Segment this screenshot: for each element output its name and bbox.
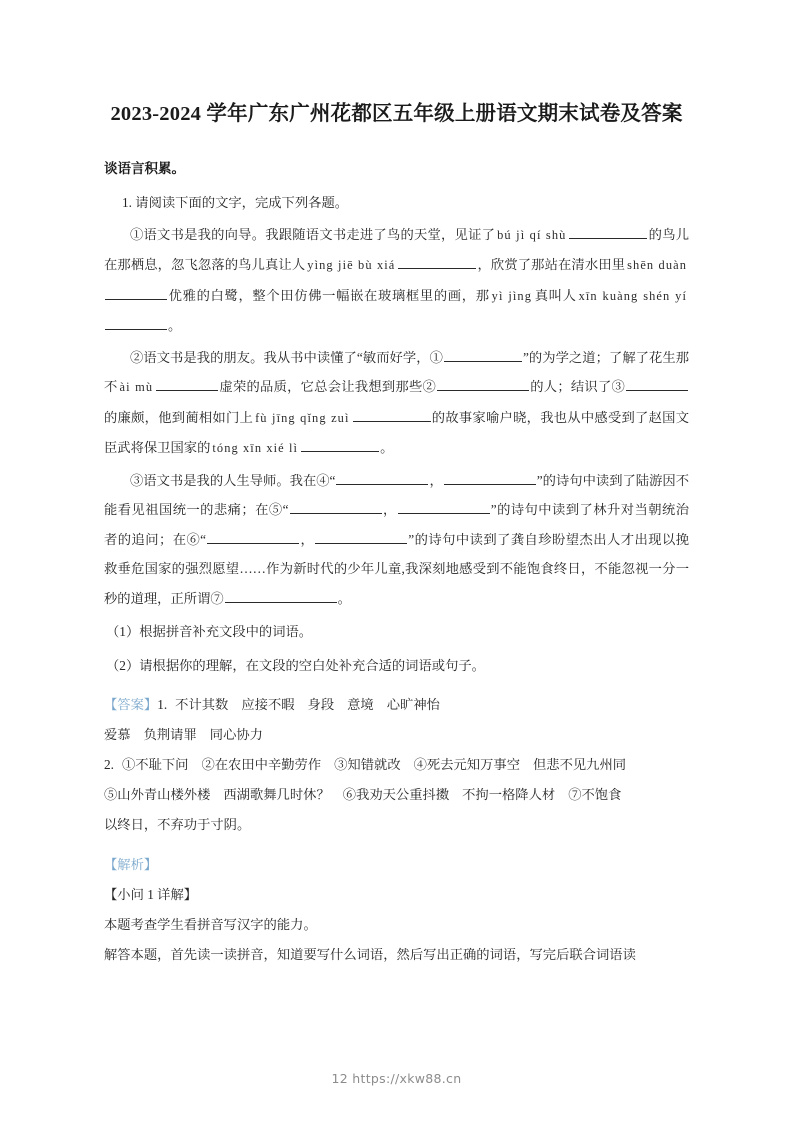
answer-item: 同心协力 <box>209 727 263 742</box>
answer-line-3 <box>104 750 689 780</box>
answer-item: 负荆请罪 <box>143 727 197 742</box>
sub-question-1: （1）根据拼音补充文段中的词语。 <box>106 624 313 639</box>
pinyin-shen-duan: shēn duàn <box>627 258 688 272</box>
answer-item: 西湖歌舞几时休？ <box>223 787 330 802</box>
footer-watermark: 12 https://xkw88.cn <box>331 1071 462 1086</box>
pinyin-bu-ji-qi-shu: bú jì qí shù <box>497 227 567 242</box>
blank-field[interactable] <box>444 470 536 485</box>
p3-seg5: ”的诗句中读到了林升对当朝统治者的追问；在⑥“ <box>104 502 690 547</box>
blank-field[interactable] <box>569 224 647 239</box>
blank-field[interactable] <box>398 254 476 269</box>
analysis-tag-line <box>104 850 689 880</box>
analysis-tag: 【解析】 <box>104 857 158 872</box>
blank-field[interactable] <box>225 588 337 603</box>
answer-line-2 <box>104 720 689 750</box>
p3-seg7: ”的诗句中读到了龚自珍盼望杰出人才出现以挽救垂危国家的强烈愿望……作为新时代的少年儿童,我深刻地感受到不能饱食终日，不能忽视一分一秒的道理，正所谓⑦ <box>104 531 689 606</box>
p3-seg6: ， <box>300 531 315 547</box>
question-number-line: 1. 请阅读下面的文字，完成下列各题。 <box>122 195 349 210</box>
answer-item: 不计其数 <box>175 697 229 712</box>
analysis-sub-head: 【小问 1 详解】 <box>104 887 198 902</box>
answer-tag: 【答案】 <box>104 697 158 712</box>
answer-item: 意境 <box>347 697 374 712</box>
question-paragraph-3 <box>104 466 689 614</box>
answer-line-5: 以终日，不弃功于寸阴。 <box>104 817 251 832</box>
p1-seg5: 真叫人 <box>534 287 577 303</box>
answer-item: 身段 <box>307 697 335 712</box>
analysis-block <box>104 850 689 970</box>
pinyin-xin-kuang-shen-yi: xīn kuàng shén yí <box>578 288 687 303</box>
answer-line3-prefix: 2. <box>104 757 114 772</box>
blank-field[interactable] <box>626 376 688 391</box>
answer-item: 心旷神怡 <box>386 697 440 712</box>
sub-question-2: （2）请根据你的理解，在文段的空白处补充合适的词语或句子。 <box>106 657 485 673</box>
blank-field[interactable] <box>353 407 431 422</box>
pinyin-fu-jing-qing-zui: fù jīng qǐng zuì <box>255 410 350 425</box>
blank-field[interactable] <box>290 499 382 514</box>
answer-item: ⑤山外青山楼外楼 <box>104 787 211 802</box>
analysis-line-1: 本题考查学生看拼音写汉字的能力。 <box>104 917 317 932</box>
blank-field[interactable] <box>156 376 218 391</box>
blank-field[interactable] <box>301 437 379 452</box>
answer-line-4 <box>104 780 689 810</box>
answer-item: ②在农田中辛勤劳作 <box>201 757 322 772</box>
answer-item: 爱慕 <box>104 727 131 742</box>
p2-seg7: 。 <box>380 440 394 455</box>
blank-field[interactable] <box>336 470 428 485</box>
p3-seg4: ， <box>382 502 397 517</box>
pinyin-ying-jie-bu-xia: yìng jiē bù xiá <box>307 258 396 272</box>
pinyin-yi-jing: yì jìng <box>491 288 533 303</box>
p2-seg5: 的廉颇，他到蔺相如门上 <box>104 409 254 425</box>
p1-seg1: ①语文书是我的向导。我跟随语文书走进了鸟的天堂，见证了 <box>130 226 496 242</box>
pinyin-tong-xin-xie-li: tóng xīn xié lì <box>212 441 299 455</box>
p1-seg4: 优雅的白鹭，整个田仿佛一幅嵌在玻璃框里的画，那 <box>168 287 490 303</box>
p3-seg2: ， <box>429 472 443 488</box>
section-heading: 谈语言积累。 <box>104 161 185 176</box>
analysis-line-2: 解答本题，首先读一读拼音，知道要写什么词语，然后写出正确的词语，写完后联合词语读 <box>104 947 636 962</box>
answer-line1-prefix: 1. <box>157 697 168 712</box>
p2-seg6: 的故事家喻户晓，我也从中感受到了赵国文臣武将保卫国家的 <box>104 409 690 455</box>
blank-field[interactable] <box>105 285 167 300</box>
p2-seg4: 的人；结识了③ <box>530 379 626 394</box>
p1-seg2: 的鸟儿在那栖息，忽飞忽落的鸟儿真让人 <box>104 226 690 272</box>
answer-item: ①不耻下问 <box>121 757 189 772</box>
p3-seg3: ”的诗句中读到了陆游因不能看见祖国统一的悲痛；在⑤“ <box>104 472 690 517</box>
answer-line-1 <box>104 690 689 720</box>
blank-field[interactable] <box>315 529 407 544</box>
answer-item: 不拘一格降人材 <box>462 787 556 802</box>
p2-seg3: 虚荣的品质，它总会让我想到那些② <box>219 379 437 394</box>
page-title: 2023-2024 学年广东广州花都区五年级上册语文期末试卷及答案 <box>110 103 683 125</box>
answer-item: ④死去元知万事空 <box>413 757 520 772</box>
answer-item: ⑦不饱食 <box>568 787 622 802</box>
blank-field[interactable] <box>398 499 490 514</box>
blank-field[interactable] <box>444 347 522 362</box>
blank-field[interactable] <box>437 376 529 391</box>
answer-item: 但悲不见九州同 <box>533 757 627 772</box>
blank-field[interactable] <box>207 529 299 544</box>
p3-seg1: ③语文书是我的人生导师。我在④“ <box>130 472 336 488</box>
p1-seg6: 。 <box>168 318 182 333</box>
p2-seg1: ②语文书是我的朋友。我从书中读懂了“敏而好学，① <box>130 349 443 365</box>
question-paragraph-1 <box>104 220 689 341</box>
p3-seg8: 。 <box>337 590 351 606</box>
pinyin-ai-mu: ài mù <box>119 380 154 394</box>
blank-field[interactable] <box>105 315 167 330</box>
p2-seg2: ”的为学之道；了解了花生那不 <box>104 349 690 394</box>
question-paragraph-2 <box>104 343 689 464</box>
answer-item: 应接不暇 <box>241 697 295 712</box>
answer-item: ⑥我劝天公重抖擞 <box>342 787 450 802</box>
answer-item: ③知错就改 <box>334 757 401 772</box>
answer-block <box>104 690 689 840</box>
p1-seg3: ，欣赏了那站在清水田里 <box>477 257 626 272</box>
